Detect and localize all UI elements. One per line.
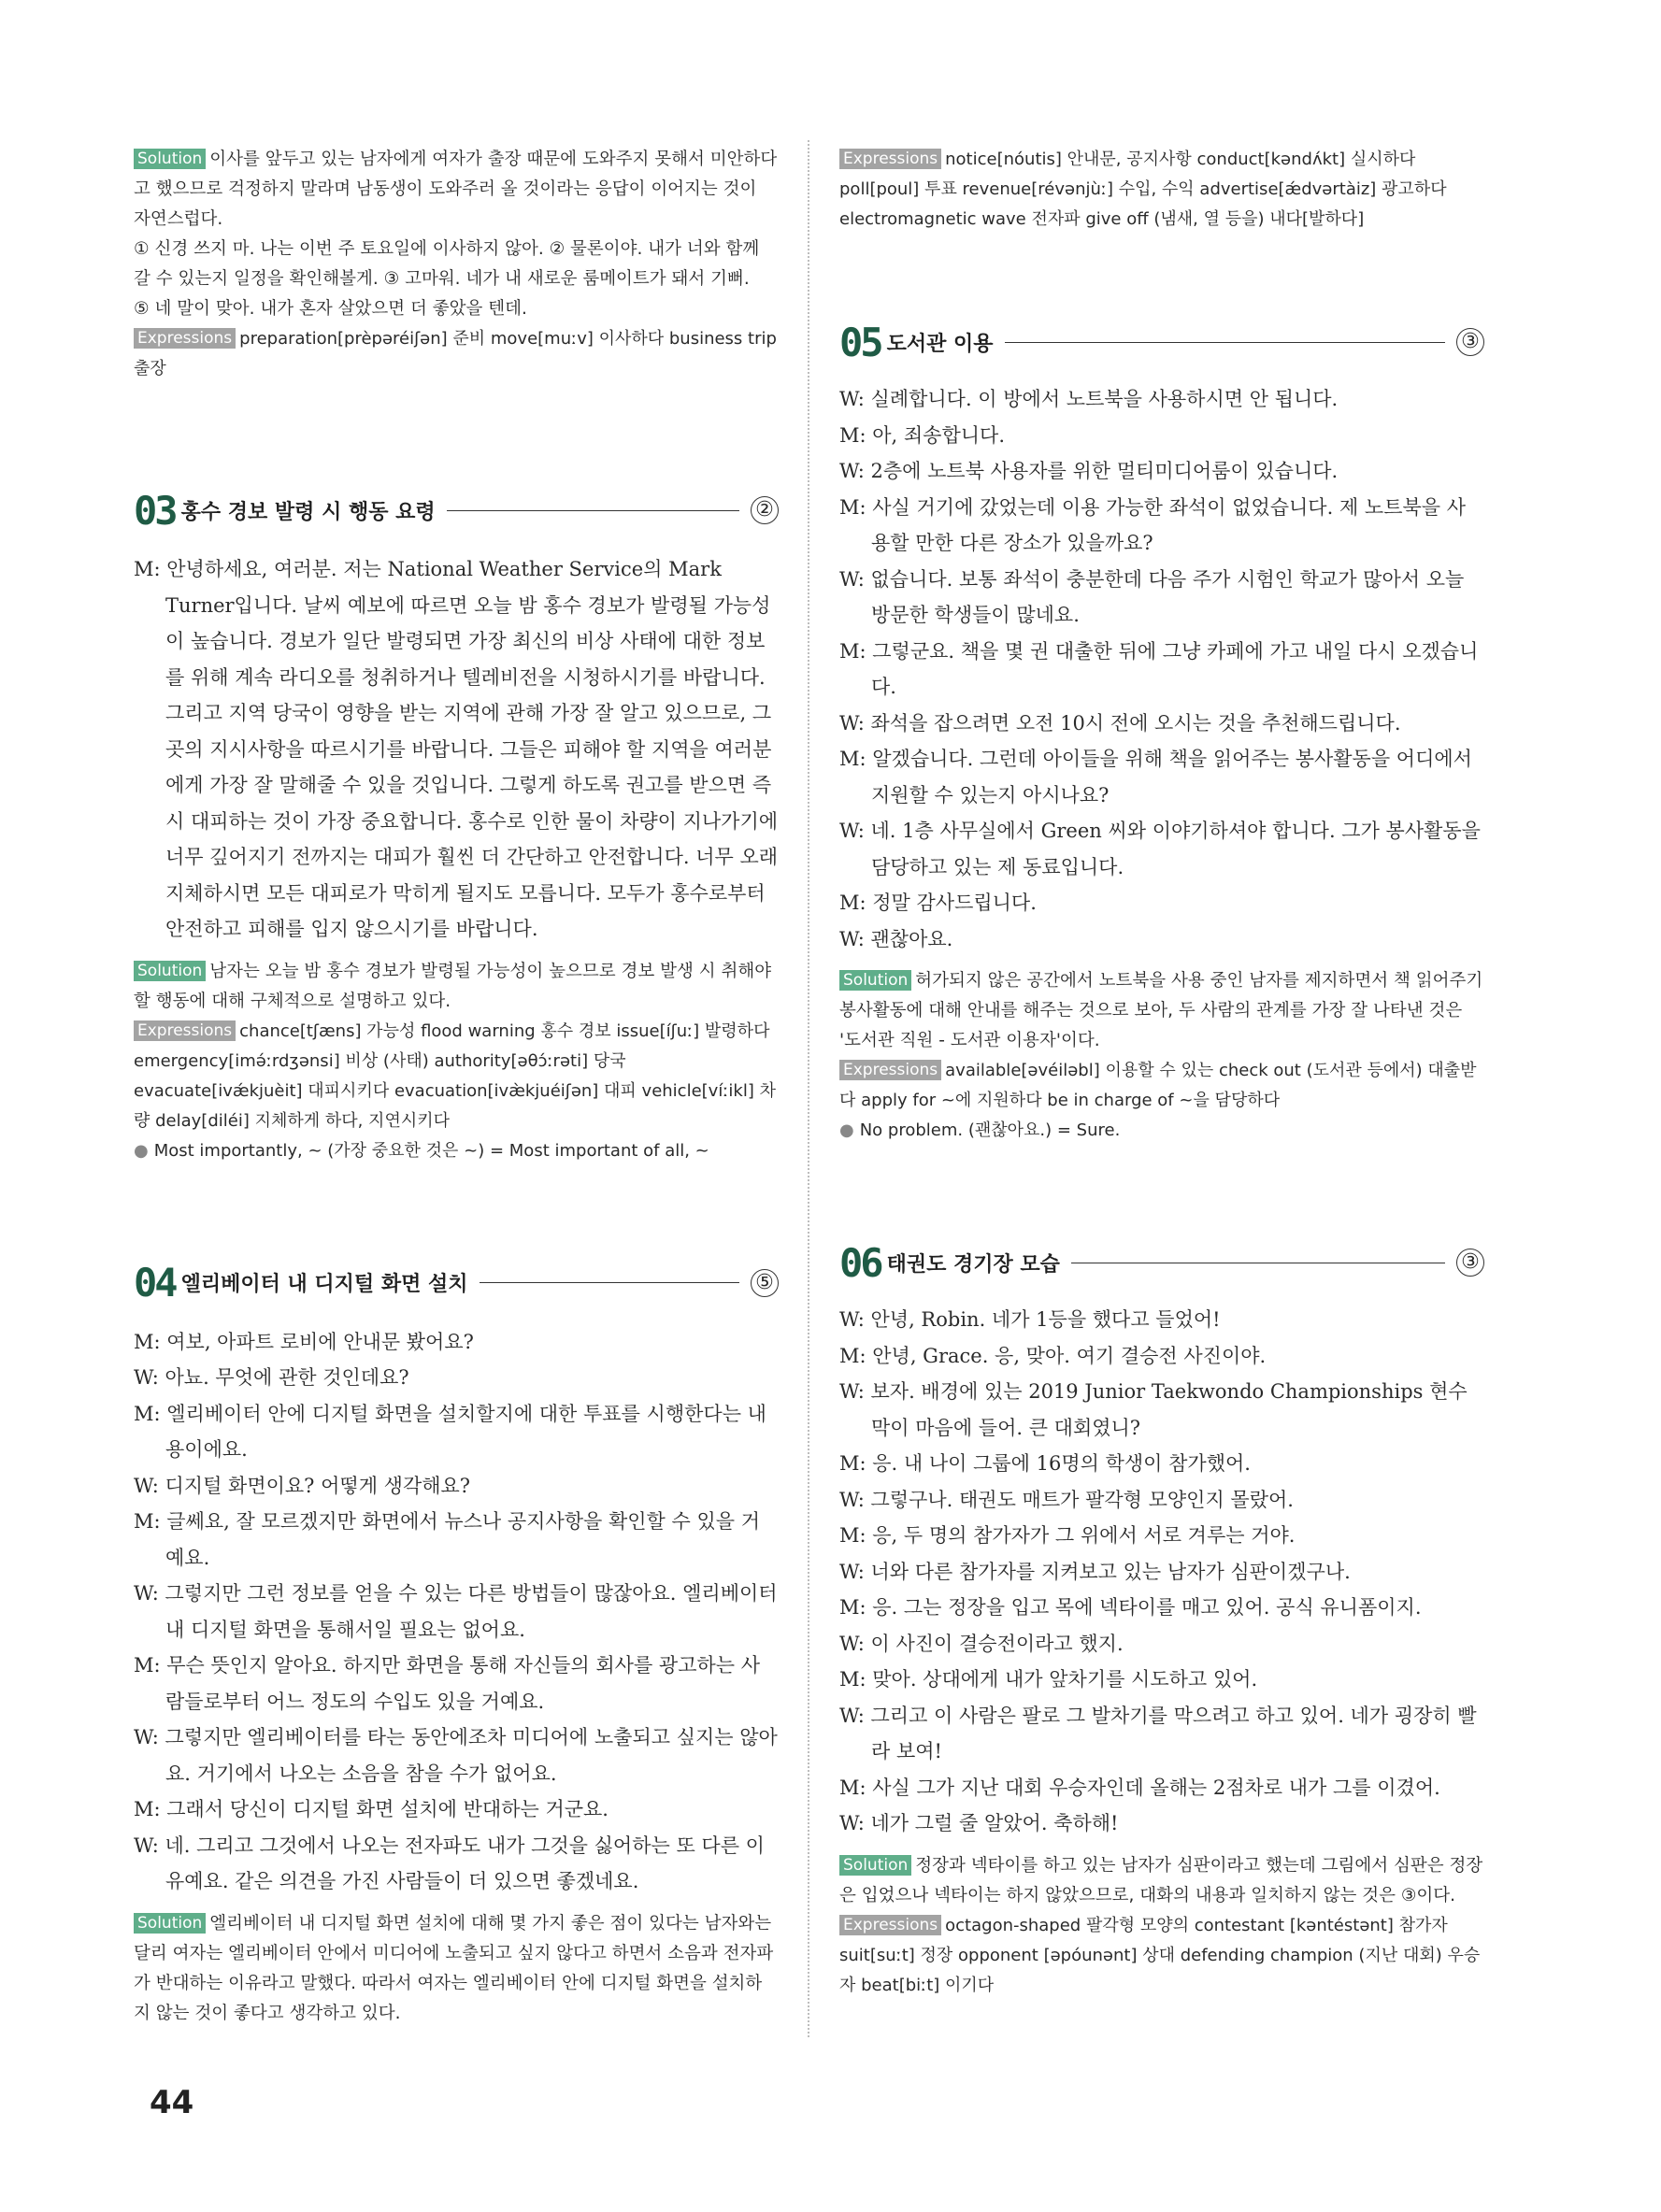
dialogue-line: M: 사실 그가 지난 대회 우승자인데 올해는 2점차로 내가 그를 이겼어. bbox=[839, 1776, 1440, 1799]
dialogue-line: M: 사실 거기에 갔었는데 이용 가능한 좌석이 없었습니다. 제 노트북을 사용할 만한 다른 장소가 있을까요? bbox=[839, 495, 1467, 554]
section-header bbox=[839, 314, 1484, 370]
dialogue-line: W: 없습니다. 보통 좌석이 충분한데 다음 주가 시험인 학교가 많아서 오늘 방문한 학생들이 많네요. bbox=[839, 567, 1465, 626]
dialogue-line: M: 그렇군요. 책을 몇 권 대출한 뒤에 그냥 카페에 가고 내일 다시 오겠습니다. bbox=[839, 639, 1479, 698]
dialogue-line: W: 2층에 노트북 사용자를 위한 멀티미디어룸이 있습니다. bbox=[839, 460, 1339, 482]
section-03 bbox=[134, 482, 779, 1166]
monologue: M: 안녕하세요, 여러분. 저는 National Weather Service의 Mark Turner입니다. 날씨 예보에 따르면 오늘 밤 홍수 경보가 발령될 가능성이 높습니다. 경보가 일단 발령되면 가장 최신의 비상 사태에 대한 정보를 위해 계속 라디오를 청취하거나 텔레비전을 시청하시기를 바랍니다. 그리고 지역 당국이 영향을 받는 지역에 관해 가장 잘 알고 있으므로, 그곳의 지시사항을 따르시기를 바랍니다. 그들은 피해야 할 지역을 여러분에게 가장 잘 말해줄 수 있을 것입니다. 그렇게 하도록 권고를 받으면 즉시 대피하는 것이 가장 중요합니다. 홍수로 인한 물이 차량이 지나가기에 너무 깊어지기 전까지는 대피가 훨씬 더 간단하고 안전합니다. 너무 오래 지체하시면 모든 대피로가 막히게 될지도 모릅니다. 모두가 홍수로부터 안전하고 피해를 입지 않으시기를 바랍니다. bbox=[134, 558, 779, 940]
solution-paragraph bbox=[134, 145, 779, 235]
solution-paragraph bbox=[134, 1909, 779, 2029]
expressions-paragraph bbox=[134, 1017, 779, 1136]
bullet-dot-icon: ● bbox=[134, 1140, 149, 1161]
dialogue-line: W: 네. 그리고 그것에서 나오는 전자파도 내가 그것을 싫어하는 또 다른 이유예요. 같은 의견을 가진 사람들이 더 있으면 좋겠네요. bbox=[134, 1834, 765, 1892]
header-rule bbox=[480, 1282, 740, 1283]
expressions-paragraph bbox=[134, 324, 779, 384]
dialogue-line: M: 엘리베이터 안에 디지털 화면을 설치할지에 대한 투표를 시행한다는 내용이에요. bbox=[134, 1402, 766, 1461]
dialogue-line: M: 알겠습니다. 그런데 아이들을 위해 책을 읽어주는 봉사활동을 어디에서 지원할 수 있는지 아시나요? bbox=[839, 748, 1472, 806]
dialogue bbox=[839, 1302, 1484, 1842]
dialogue-line: W: 그렇지만 그런 정보를 얻을 수 있는 다른 방법들이 많잖아요. 엘리베이터 내 디지털 화면을 통해서일 필요는 없어요. bbox=[134, 1582, 778, 1641]
solution-tag: Solution bbox=[134, 961, 206, 981]
dialogue-line: M: 맞아. 상대에게 내가 앞차기를 시도하고 있어. bbox=[839, 1668, 1258, 1691]
column-divider bbox=[808, 140, 809, 2037]
solution-tag: Solution bbox=[134, 1913, 206, 1934]
dialogue-line: W: 그렇지만 엘리베이터를 타는 동안에조차 미디어에 노출되고 싶지는 않아요. 거기에서 나오는 소음을 참을 수가 없어요. bbox=[134, 1726, 778, 1785]
expressions-text: notice[nóutis] 안내문, 공지사항 conduct[kəndʌ́kt] 실시하다 poll[poul] 투표 revenue[révənjùː] 수입, 수익 advertise[ǽdvərtàiz] 광고하다 electromagnetic wave 전자파 give off (냄새, 열 등을) 내다[발하다] bbox=[839, 150, 1447, 229]
expressions-tag: Expressions bbox=[134, 1020, 236, 1041]
dialogue-line: W: 아뇨. 무엇에 관한 것인데요? bbox=[134, 1366, 409, 1389]
dialogue-line: W: 좌석을 잡으려면 오전 10시 전에 오시는 것을 추천해드립니다. bbox=[839, 711, 1401, 735]
section-header bbox=[134, 482, 779, 538]
dialogue-line: W: 네가 그럴 줄 알았어. 축하해! bbox=[839, 1812, 1119, 1834]
left-column bbox=[134, 145, 779, 2029]
expressions-paragraph bbox=[839, 145, 1484, 235]
section-header bbox=[134, 1255, 779, 1311]
right-column bbox=[839, 145, 1484, 2001]
section-number: 03 bbox=[134, 487, 176, 534]
solution-paragraph bbox=[839, 966, 1484, 1056]
dialogue bbox=[134, 1324, 779, 1900]
note-bullet bbox=[134, 1136, 779, 1166]
dialogue-line: M: 응. 그는 정장을 입고 목에 넥타이를 매고 있어. 공식 유니폼이지. bbox=[839, 1596, 1422, 1619]
expressions-paragraph bbox=[839, 1911, 1484, 2001]
expressions-tag: Expressions bbox=[839, 1915, 941, 1935]
section-06 bbox=[839, 1234, 1484, 2001]
expressions-tag: Expressions bbox=[839, 1060, 941, 1080]
q02-explanation bbox=[134, 145, 779, 384]
dialogue-line: M: 아, 죄송합니다. bbox=[839, 423, 1005, 447]
expressions-tag: Expressions bbox=[134, 328, 236, 349]
expressions-text: chance[tʃæns] 가능성 flood warning 홍수 경보 issue[íʃuː] 발령하다 emergency[imə́ːrdʒənsi] 비상 (사태) authority[əθɔ́ːrəti] 당국 evacuate[ivǽkjuèit] 대피시키다 evacuation[ivæ̀kjuéiʃən] 대피 vehicle[víːikl] 차량 delay[diléi] 지체하게 하다, 지연시키다 bbox=[134, 1020, 776, 1131]
solution-paragraph bbox=[839, 1851, 1484, 1911]
dialogue-line: W: 네. 1층 사무실에서 Green 씨와 이야기하셔야 합니다. 그가 봉사활동을 담당하고 있는 제 동료입니다. bbox=[839, 820, 1481, 878]
solution-tag: Solution bbox=[134, 149, 206, 169]
section-number: 06 bbox=[839, 1239, 881, 1286]
solution-tag: Solution bbox=[839, 970, 911, 991]
note-text: Most importantly, ~ (가장 중요한 것은 ~) = Most important of all, ~ bbox=[153, 1140, 709, 1161]
expressions-text: available[əvéiləbl] 이용할 수 있는 check out (도서관 등에서) 대출받다 apply for ~에 지원하다 be in charge of ~을 담당하다 bbox=[839, 1061, 1477, 1110]
dialogue-line: W: 보자. 배경에 있는 2019 Junior Taekwondo Championships 현수막이 마음에 들어. 큰 대회였니? bbox=[839, 1380, 1468, 1439]
header-rule bbox=[1005, 342, 1446, 343]
dialogue-line: M: 응, 두 명의 참가자가 그 위에서 서로 겨루는 거야. bbox=[839, 1524, 1296, 1547]
section-number: 04 bbox=[134, 1260, 176, 1306]
dialogue-line: W: 괜찮아요. bbox=[839, 927, 953, 950]
solution-text: 엘리베이터 내 디지털 화면 설치에 대해 몇 가지 좋은 점이 있다는 남자와는 달리 여자는 엘리베이터 안에서 미디어에 노출되고 싶지 않다고 하면서 소음과 전자파가 반대하는 이유라고 말했다. 따라서 여자는 엘리베이터 안에 디지털 화면을 설치하지 않는 것이 좋다고 생각하고 있다. bbox=[134, 1913, 774, 2023]
dialogue-line: W: 너와 다른 참가자를 지켜보고 있는 남자가 심판이겠구나. bbox=[839, 1560, 1351, 1583]
options-line-1: ① 신경 쓰지 마. 나는 이번 주 토요일에 이사하지 않아. ② 물론이야. 내가 너와 함께 갈 수 있는지 일정을 확인해볼게. ③ 고마워. 네가 내 새로운 룸메이트가 돼서 기뻐. bbox=[134, 239, 760, 289]
dialogue-line: W: 디지털 화면이요? 어떻게 생각해요? bbox=[134, 1474, 471, 1497]
dialogue-line: M: 무슨 뜻인지 알아요. 하지만 화면을 통해 자신들의 회사를 광고하는 사람들로부터 어느 정도의 수입도 있을 거예요. bbox=[134, 1654, 761, 1713]
dialogue-line: W: 이 사진이 결승전이라고 했지. bbox=[839, 1632, 1124, 1655]
section-title: 태권도 경기장 모습 bbox=[886, 1252, 1060, 1277]
answer-circle: ③ bbox=[1456, 1249, 1484, 1277]
dialogue-line: M: 여보, 아파트 로비에 안내문 봤어요? bbox=[134, 1330, 474, 1353]
answer-options bbox=[134, 235, 779, 324]
solution-text: 허가되지 않은 공간에서 노트북을 사용 중인 남자를 제지하면서 책 읽어주기 봉사활동에 대해 안내를 해주는 것으로 보아, 두 사람의 관계를 가장 잘 나타낸 것은 '도서관 직원 - 도서관 이용자'이다. bbox=[839, 971, 1483, 1050]
section-title: 도서관 이용 bbox=[886, 332, 994, 356]
options-line-2: ⑤ 네 말이 맞아. 내가 혼자 살았으면 더 좋았을 텐데. bbox=[134, 299, 527, 319]
dialogue-line: W: 그렇구나. 태권도 매트가 팔각형 모양인지 몰랐어. bbox=[839, 1488, 1294, 1511]
solution-paragraph bbox=[134, 957, 779, 1017]
expressions-text: octagon-shaped 팔각형 모양의 contestant [kəntéstənt] 참가자 suit[suːt] 정장 opponent [əpóunənt] 상대 defending champion (지난 대회) 우승자 beat[biːt] 이기다 bbox=[839, 1915, 1481, 1995]
solution-text: 남자는 오늘 밤 홍수 경보가 발령될 가능성이 높으므로 경보 발생 시 취해야 할 행동에 대해 구체적으로 설명하고 있다. bbox=[134, 961, 772, 1011]
section-header bbox=[839, 1234, 1484, 1291]
section-title: 엘리베이터 내 디지털 화면 설치 bbox=[180, 1273, 468, 1296]
expressions-text: preparation[prèpəréiʃən] 준비 move[muːv] 이사하다 business trip 출장 bbox=[134, 329, 777, 378]
dialogue-line: M: 글쎄요, 잘 모르겠지만 화면에서 뉴스나 공지사항을 확인할 수 있을 거예요. bbox=[134, 1510, 761, 1569]
solution-text: 이사를 앞두고 있는 남자에게 여자가 출장 때문에 도와주지 못해서 미안하다고 했으므로 걱정하지 말라며 남동생이 도와주러 올 것이라는 응답이 이어지는 것이 자연스럽다. bbox=[134, 150, 778, 229]
dialogue-line: M: 정말 감사드립니다. bbox=[839, 892, 1037, 914]
dialogue-line: M: 그래서 당신이 디지털 화면 설치에 반대하는 거군요. bbox=[134, 1798, 609, 1820]
answer-circle: ③ bbox=[1456, 328, 1484, 356]
note-bullet bbox=[839, 1116, 1484, 1146]
section-title: 홍수 경보 발령 시 행동 요령 bbox=[180, 500, 436, 524]
dialogue-line: W: 안녕, Robin. 네가 1등을 했다고 들었어! bbox=[839, 1308, 1221, 1331]
dialogue-line: M: 안녕, Grace. 응, 맞아. 여기 결승전 사진이야. bbox=[839, 1344, 1267, 1367]
page-number: 44 bbox=[150, 2084, 194, 2121]
header-rule bbox=[447, 510, 739, 511]
dialogue-line: W: 실례합니다. 이 방에서 노트북을 사용하시면 안 됩니다. bbox=[839, 388, 1339, 410]
solution-text: 정장과 넥타이를 하고 있는 남자가 심판이라고 했는데 그림에서 심판은 정장은 입었으나 넥타이는 하지 않았으므로, 대화의 내용과 일치하지 않는 것은 ③이다. bbox=[839, 1855, 1483, 1905]
section-05 bbox=[839, 314, 1484, 1146]
dialogue-line: M: 응. 내 나이 그룹에 16명의 학생이 참가했어. bbox=[839, 1452, 1251, 1475]
section-04 bbox=[134, 1255, 779, 2029]
dialogue-line: W: 그리고 이 사람은 팔로 그 발차기를 막으려고 하고 있어. 네가 굉장히 빨라 보여! bbox=[839, 1704, 1477, 1762]
note-text: No problem. (괜찮아요.) = Sure. bbox=[859, 1120, 1121, 1140]
answer-circle: ② bbox=[751, 496, 779, 524]
bullet-dot-icon: ● bbox=[839, 1120, 854, 1140]
section-number: 05 bbox=[839, 319, 881, 365]
expressions-tag: Expressions bbox=[839, 149, 941, 169]
solution-tag: Solution bbox=[839, 1855, 911, 1876]
expressions-paragraph bbox=[839, 1056, 1484, 1116]
q04-expressions bbox=[839, 145, 1484, 235]
dialogue bbox=[839, 381, 1484, 957]
answer-circle: ⑤ bbox=[751, 1269, 779, 1297]
